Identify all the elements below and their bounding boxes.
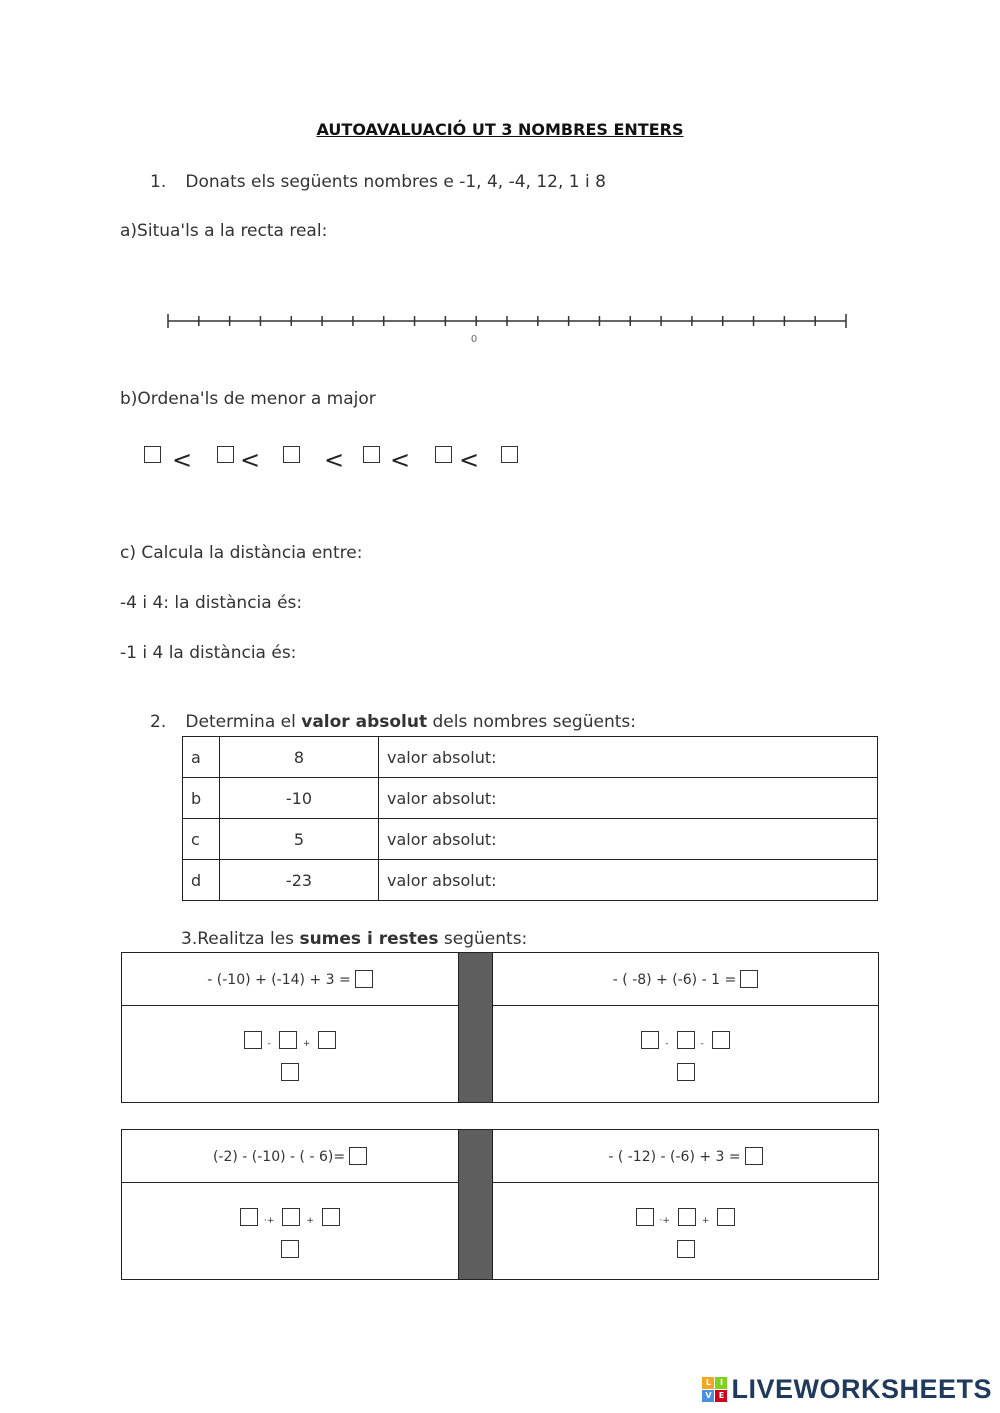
question-number: 2.	[150, 712, 167, 732]
divider-column	[459, 953, 493, 1103]
work-box[interactable]	[641, 1031, 659, 1049]
exercise-expression: - ( -8) + (-6) - 1 =	[612, 972, 737, 988]
exercise-cell	[493, 953, 879, 1006]
work-cell	[493, 1006, 879, 1103]
work-box[interactable]	[677, 1031, 695, 1049]
exercise-expression: - (-10) + (-14) + 3 =	[207, 972, 351, 988]
row-number: -23	[220, 860, 379, 901]
less-than-sign: <	[240, 446, 261, 474]
work-cell	[493, 1183, 879, 1280]
operator: ·+	[659, 1216, 670, 1226]
work-result-box[interactable]	[281, 1240, 299, 1258]
exercise-expression: - ( -12) - (-6) + 3 =	[608, 1149, 741, 1165]
work-cell	[122, 1183, 459, 1280]
question-number: 1.	[150, 172, 167, 192]
row-letter: a	[183, 737, 220, 778]
logo-letter: V	[702, 1390, 714, 1402]
divider-column	[459, 1130, 493, 1280]
question-text-bold: sumes i restes	[299, 929, 439, 949]
question-text-post: dels nombres següents:	[427, 712, 636, 732]
less-than-sign: <	[459, 446, 480, 474]
logo-icon	[702, 1377, 727, 1402]
question-1c-label: c) Calcula la distància entre:	[120, 543, 363, 563]
result-box[interactable]	[745, 1147, 763, 1165]
work-box[interactable]	[244, 1031, 262, 1049]
work-box[interactable]	[678, 1208, 696, 1226]
question-text-pre: 3.Realitza les	[181, 929, 300, 949]
liveworksheets-logo	[702, 1374, 992, 1405]
row-number: 8	[220, 737, 379, 778]
row-answer-label[interactable]: valor absolut:	[379, 778, 878, 819]
table-row	[183, 778, 878, 819]
row-letter: c	[183, 819, 220, 860]
work-box[interactable]	[279, 1031, 297, 1049]
work-box[interactable]	[712, 1031, 730, 1049]
answer-box[interactable]	[501, 446, 518, 463]
distance-question-1: -4 i 4: la distància és:	[120, 593, 303, 613]
operator: +	[306, 1216, 314, 1226]
question-2-heading	[150, 712, 636, 732]
less-than-sign: <	[390, 446, 411, 474]
result-box[interactable]	[355, 970, 373, 988]
sums-table-2	[121, 1129, 879, 1280]
operator: -	[665, 1039, 669, 1049]
exercise-cell	[122, 953, 459, 1006]
question-1-heading	[150, 172, 606, 192]
logo-text: LIVEWORKSHEETS	[731, 1374, 992, 1404]
table-row	[183, 860, 878, 901]
question-1b-label: b)Ordena'ls de menor a major	[120, 389, 376, 409]
work-result-box[interactable]	[677, 1240, 695, 1258]
sums-table-1	[121, 952, 879, 1103]
question-text: Donats els següents nombres e -1, 4, -4, 12, 1 i 8	[185, 172, 606, 192]
row-answer-label[interactable]: valor absolut:	[379, 860, 878, 901]
row-number: 5	[220, 819, 379, 860]
answer-box[interactable]	[363, 446, 380, 463]
work-box[interactable]	[636, 1208, 654, 1226]
work-box[interactable]	[717, 1208, 735, 1226]
answer-box[interactable]	[144, 446, 161, 463]
logo-letter: L	[702, 1377, 714, 1389]
operator: -	[700, 1039, 704, 1049]
logo-letter: I	[715, 1377, 727, 1389]
work-box[interactable]	[282, 1208, 300, 1226]
row-answer-label[interactable]: valor absolut:	[379, 819, 878, 860]
exercise-expression: (-2) - (-10) - ( - 6)=	[212, 1149, 346, 1165]
operator: +	[302, 1039, 311, 1049]
exercise-cell	[493, 1130, 879, 1183]
page-title: AUTOAVALUACIÓ UT 3 NOMBRES ENTERS	[316, 120, 684, 139]
less-than-sign: <	[324, 446, 345, 474]
result-box[interactable]	[740, 970, 758, 988]
work-cell	[122, 1006, 459, 1103]
question-text-pre: Determina el	[185, 712, 302, 732]
question-1a-label: a)Situa'ls a la recta real:	[120, 221, 328, 241]
answer-box[interactable]	[435, 446, 452, 463]
work-result-box[interactable]	[281, 1063, 299, 1081]
row-number: -10	[220, 778, 379, 819]
result-box[interactable]	[349, 1147, 367, 1165]
work-box[interactable]	[240, 1208, 258, 1226]
operator: ·+	[264, 1216, 275, 1226]
question-text-post: següents:	[438, 929, 528, 949]
row-letter: b	[183, 778, 220, 819]
table-row	[183, 737, 878, 778]
distance-question-2: -1 i 4 la distància és:	[120, 643, 297, 663]
question-text-bold: valor absolut	[301, 712, 428, 732]
exercise-cell	[122, 1130, 459, 1183]
row-answer-label[interactable]: valor absolut:	[379, 737, 878, 778]
number-line-zero-label: 0	[470, 334, 478, 345]
question-3-heading	[181, 929, 527, 949]
logo-letter: E	[715, 1390, 727, 1402]
work-box[interactable]	[318, 1031, 336, 1049]
answer-box[interactable]	[217, 446, 234, 463]
answer-box[interactable]	[283, 446, 300, 463]
operator: +	[701, 1216, 710, 1226]
less-than-sign: <	[172, 446, 193, 474]
row-letter: d	[183, 860, 220, 901]
work-box[interactable]	[322, 1208, 340, 1226]
operator: -	[267, 1039, 271, 1049]
absolute-value-table	[182, 736, 878, 901]
work-result-box[interactable]	[677, 1063, 695, 1081]
number-line	[160, 305, 860, 350]
table-row	[183, 819, 878, 860]
